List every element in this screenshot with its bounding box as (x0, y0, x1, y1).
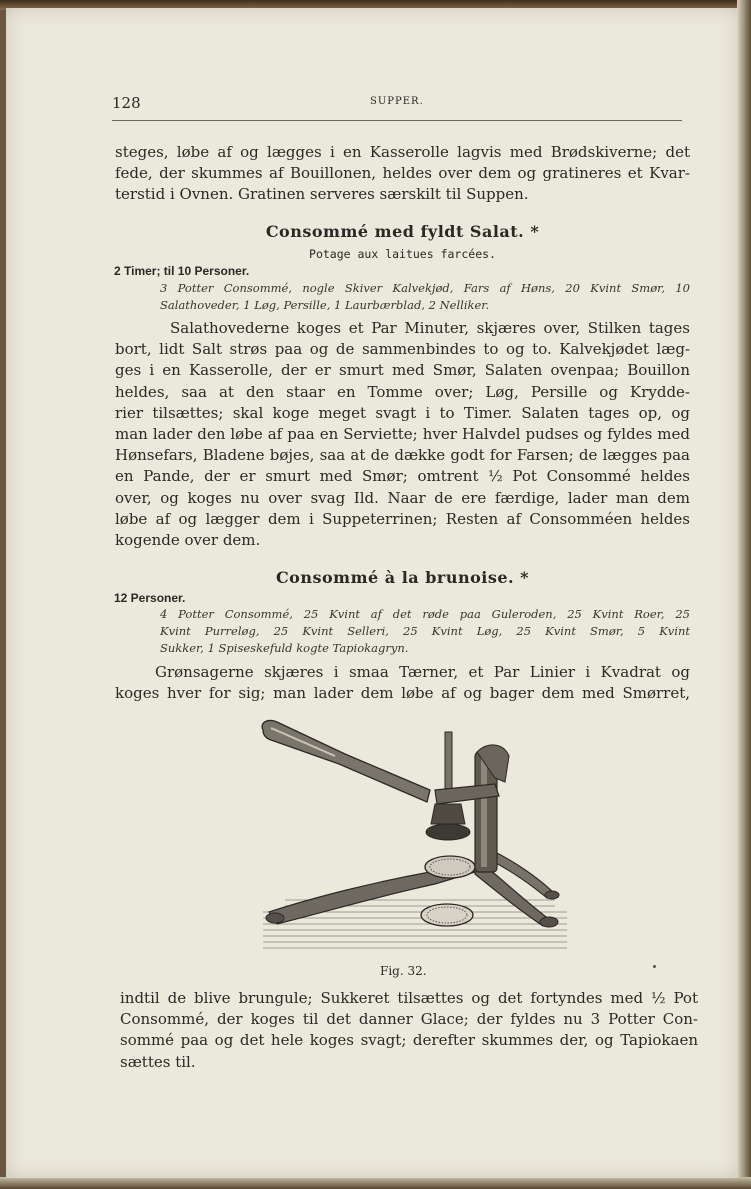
recipe-title: Consommé med fyldt Salat. * (265, 222, 540, 241)
text-line: over, og koges nu over svag Ild. Naar de ere færdige, lader man dem (115, 488, 690, 507)
text-line: kogende over dem. (115, 531, 261, 550)
print-speck (653, 965, 656, 968)
text-line: steges, løbe af og lægges i en Kasserolle lagvis med Brødskiverne; det (115, 143, 690, 161)
ingredients-list (160, 280, 690, 314)
ingredients-list (160, 606, 690, 657)
recipe-subtitle: Potage aux laitues farcées. (309, 247, 496, 261)
book-edge-right (737, 0, 751, 1189)
running-head: SUPPER. (370, 96, 424, 107)
closing-paragraph (120, 988, 698, 1073)
text-line: koges hver for sig; man lader dem løbe af og bager dem med Smørret, (115, 684, 690, 703)
recipe-meta: 2 Timer; til 10 Personer. (114, 264, 250, 278)
figure-caption: Fig. 32. (380, 964, 427, 978)
ingredient-line: Salathoveder, 1 Løg, Persille, 1 Laurbærblad, 2 Nelliker. (160, 298, 490, 312)
text-line: Grønsagerne skjæres i smaa Tærner, et Par Linier i Kvadrat og (155, 663, 690, 681)
text-line: løbe af og lægger dem i Suppeterrinen; Resten af Consomméen heldes (115, 509, 690, 528)
page-number: 128 (112, 94, 141, 112)
text-line: fede, der skummes af Bouillonen, heldes over dem og gratineres et Kvar- (115, 164, 690, 183)
recipe-body (115, 318, 690, 551)
text-line: Consommé, der koges til det danner Glace; der fyldes nu 3 Potter Con- (120, 1010, 698, 1029)
text-line: heldes, saa at den staar en Tomme over; Løg, Persille og Krydde- (115, 382, 690, 401)
recipe-body (115, 662, 690, 704)
ingredient-line: Sukker, 1 Spiseskefuld kogte Tapiokagryn. (160, 641, 409, 655)
ingredient-line: 4 Potter Consommé, 25 Kvint af det røde paa Guleroden, 25 Kvint Roer, 25 (160, 607, 690, 621)
page-header (112, 94, 682, 114)
ingredient-line: Kvint Purreløg, 25 Kvint Selleri, 25 Kvint Løg, 25 Kvint Smør, 5 Kvint (160, 624, 690, 638)
text-line: rier tilsættes; skal koge meget svagt i to Timer. Salaten tages op, og (115, 403, 690, 422)
intro-paragraph (115, 142, 690, 206)
recipe-meta: 12 Personer. (114, 591, 186, 605)
ingredient-line: 3 Potter Consommé, nogle Skiver Kalvekjød, Fars af Høns, 20 Kvint Smør, 10 (160, 281, 690, 295)
header-rule (112, 120, 682, 121)
text-line: indtil de blive brungule; Sukkeret tilsættes og det fortyndes med ½ Pot (120, 989, 698, 1007)
text-line: Salathovederne koges et Par Minuter, skjæres over, Stilken tages (170, 319, 690, 337)
text-line: bort, lidt Salt strøs paa og de sammenbindes to og to. Kalvekjødet læg- (115, 340, 690, 359)
text-line: sættes til. (120, 1052, 196, 1071)
text-line: sommé paa og det hele koges svagt; derefter skummes der, og Tapiokaen (120, 1031, 698, 1050)
text-line: Hønsefars, Bladene bøjes, saa at de dække godt for Farsen; de lægges paa (115, 446, 690, 465)
recipe-title: Consommé à la brunoise. * (275, 568, 530, 587)
text-line: man lader den løbe af paa en Serviette; hver Halvdel pudses og fyldes med (115, 425, 690, 444)
text-line: terstid i Ovnen. Gratinen serveres særskilt til Suppen. (115, 185, 529, 204)
text-line: en Pande, der er smurt med Smør; omtrent ½ Pot Consommé heldes (115, 467, 690, 486)
text-line: ges i en Kasserolle, der er smurt med Smør, Salaten ovenpaa; Bouillon (115, 361, 690, 380)
press-machine-illustration (255, 712, 575, 962)
book-edge-bottom (0, 1177, 751, 1189)
